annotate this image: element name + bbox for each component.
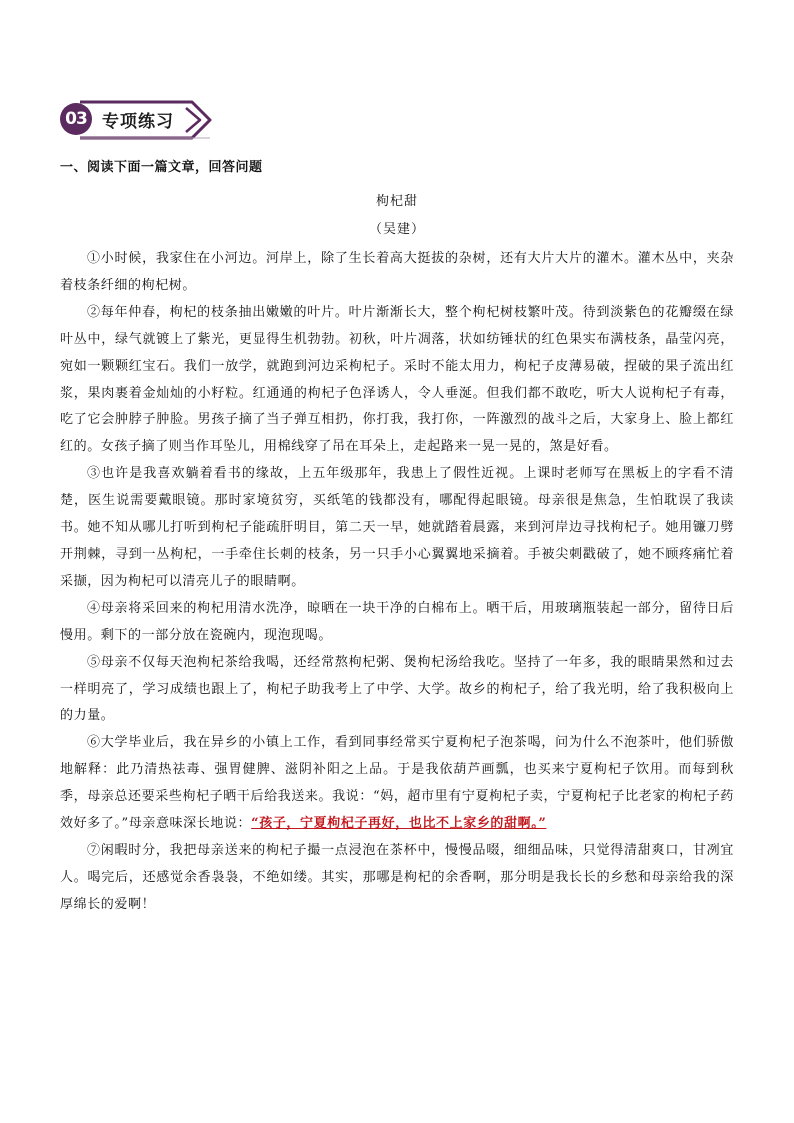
paragraph-6-text: ⑥大学毕业后，我在异乡的小镇上工作，看到同事经常买宁夏枸杞子泡茶喝，问为什么不泡茶叶，他们骄傲地解释：此乃清热祛毒、强胃健脾、滋阴补阳之上品。于是我依葫芦画瓢，也买来宁夏枸杞子饮用。而每到秋季，母亲总还要采些枸杞子晒干后给我送来。我说：“妈，超市里有宁夏枸杞子卖，宁夏枸杞子比老家的枸杞子药效好多了。”母亲意味深长地说：	[60, 735, 734, 832]
paragraph-6	[60, 730, 734, 838]
section-title: 专项练习	[102, 112, 174, 132]
paragraph-2: ②每年仲春，枸杞的枝条抽出嫩嫩的叶片。叶片渐渐长大，整个枸杞树枝繁叶茂。待到淡紫色的花瓣缀在绿叶丛中，绿气就镀上了紫光，更显得生机勃勃。初秋，叶片凋落，状如纺锤状的红色果实布满枝条，晶莹闪亮，宛如一颗颗红宝石。我们一放学，就跑到河边采枸杞子。采时不能太用力，枸杞子皮薄易破，捏破的果子流出红浆，果肉裹着金灿灿的小籽粒。红通通的枸杞子色泽诱人，令人垂涎。但我们都不敢吃，听大人说枸杞子有毒，吃了它会肿脖子肿脸。男孩子摘了当子弹互相扔，你打我，我打你，一阵激烈的战斗之后，大家身上、脸上都红红的。女孩子摘了则当作耳坠儿，用棉线穿了吊在耳朵上，走起路来一晃一晃的，煞是好看。	[60, 304, 734, 455]
paragraph-1: ①小时候，我家住在小河边。河岸上，除了生长着高大挺拔的杂树，还有大片大片的灌木。灌木丛中，夹杂着枝条纤细的枸杞树。	[60, 251, 734, 293]
paragraph-4: ④母亲将采回来的枸杞用清水洗净，晾晒在一块干净的白棉布上。晒干后，用玻璃瓶装起一部分，留待日后慢用。剩下的一部分放在瓷碗内，现泡现喝。	[60, 600, 734, 643]
article-body	[60, 246, 734, 919]
paragraph-5: ⑤母亲不仅每天泡枸杞茶给我喝，还经常熬枸杞粥、煲枸杞汤给我吃。坚持了一年多，我的眼睛果然和过去一样明亮了，学习成绩也跟上了，枸杞子助我考上了中学、大学。故乡的枸杞子，给了我光明，给了我积极向上的力量。	[60, 654, 734, 724]
paragraph-7: ⑦闲暇时分，我把母亲送来的枸杞子撮一点浸泡在茶杯中，慢慢品啜，细细品味，只觉得清甜爽口，甘冽宜人。喝完后，还感觉余香袅袅，不绝如缕。其实，那哪是枸杞的余香啊，那分明是我长长的乡愁和母亲给我的深厚绵长的爱啊！	[60, 842, 734, 912]
article-title: 枸杞甜	[375, 194, 418, 209]
section-banner	[60, 98, 220, 142]
paragraph-3: ③也许是我喜欢躺着看书的缘故，上五年级那年，我患上了假性近视。上课时老师写在黑板上的字看不清楚，医生说需要戴眼镜。那时家境贫穷，买纸笔的钱都没有，哪配得起眼镜。母亲很是焦急，生怕耽误了我读书。她不知从哪儿打听到枸杞子能疏肝明目，第二天一早，她就踏着晨露，来到河岸边寻找枸杞子。她用镰刀劈开荆棘，寻到一丛枸杞，一手牵住长刺的枝条，另一只手小心翼翼地采摘着。手被尖刺戳破了，她不顾疼痛忙着采撷，因为枸杞可以清亮儿子的眼睛啊。	[60, 466, 734, 589]
article-author: （吴建）	[368, 222, 425, 237]
section-number: 03	[65, 109, 87, 129]
question-heading: 一、阅读下面一篇文章，回答问题	[60, 160, 263, 175]
highlighted-quote: “孩子，宁夏枸杞子再好，也比不上家乡的甜啊。”	[251, 816, 547, 832]
